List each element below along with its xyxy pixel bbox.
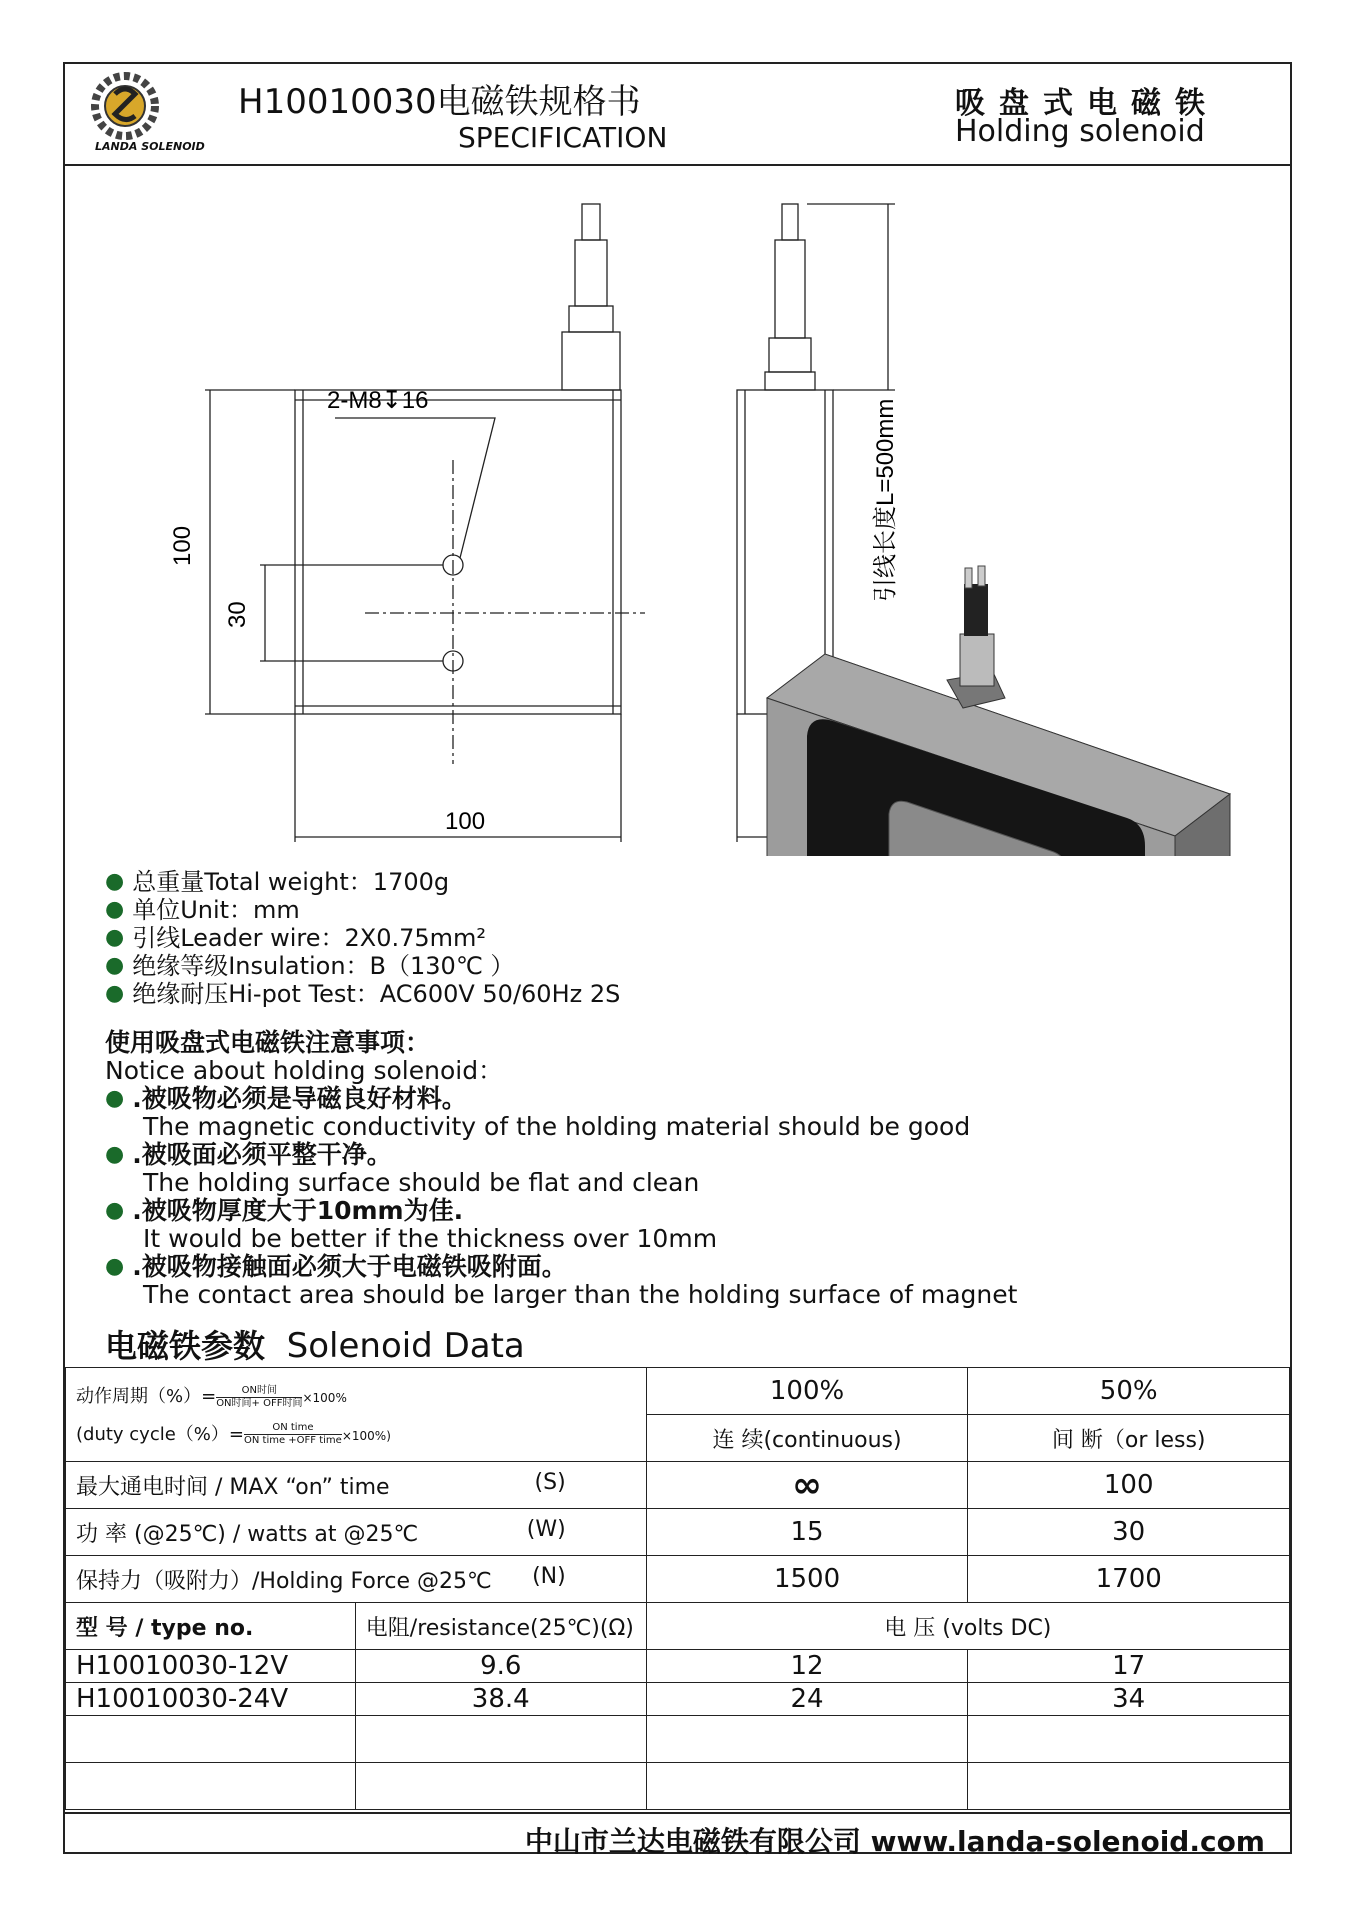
model-header-row: 型 号 / type no. 电阻/resistance(25℃)(Ω) 电 压 (volts DC) — [66, 1603, 1290, 1650]
bullet-icon: ● — [105, 1142, 125, 1167]
solenoid-data-heading: 电磁铁参数 Solenoid Data — [105, 1326, 525, 1366]
spec-item — [105, 868, 620, 896]
table-row: 功 率 (@25℃) / watts at @25℃ (W) 15 30 — [66, 1509, 1290, 1556]
duty-intermittent: 50% — [968, 1368, 1290, 1415]
lead-length-label: 引线长度L=500mm — [872, 398, 899, 602]
notice-item: ● .被吸物必须是导磁良好材料。 — [105, 1084, 467, 1113]
bullet-icon: ● — [105, 1198, 125, 1223]
notice-item-en: The holding surface should be flat and clean — [143, 1168, 700, 1197]
spec-text: 绝缘等级Insulation：B（130℃ ） — [132, 952, 515, 980]
bullet-icon: ● — [105, 869, 125, 894]
dim-width: 100 — [445, 808, 486, 835]
footer — [65, 1812, 1290, 1856]
duty-cycle-cell: 动作周期（%）= $\frac{\text{ON时间}}{\text{ON时间+ OFF时间}}$ ×100% (duty cycle（%）= $\frac{\text{ON time}}{\text{ON time +OFF time}}$ ×100%) — [66, 1368, 647, 1462]
thread-label: 2-M8↧16 — [327, 387, 429, 414]
spec-text: 引线Leader wire：2X0.75mm² — [132, 924, 487, 952]
solenoid-data-table — [65, 1367, 1290, 1810]
front-view-body — [295, 390, 621, 714]
table-row-empty — [66, 1763, 1290, 1810]
bullet-icon: ● — [105, 897, 125, 922]
table-row: H10010030-12V 9.6 12 17 — [66, 1650, 1290, 1683]
dim-hole-spacing: 30 — [224, 601, 251, 628]
notice-item: ● .被吸物厚度大于10mm为佳. — [105, 1196, 464, 1225]
notice-item-en: The magnetic conductivity of the holding material should be good — [143, 1112, 971, 1141]
duty-continuous: 100% — [646, 1368, 968, 1415]
spec-text: 绝缘耐压Hi-pot Test：AC600V 50/60Hz 2S — [132, 980, 621, 1008]
document-title: H10010030电磁铁规格书 — [238, 82, 641, 122]
product-render-3d — [767, 566, 1230, 856]
logo-text: LANDA SOLENOID — [95, 140, 205, 153]
spec-text: 总重量Total weight：1700g — [132, 868, 450, 896]
table-row-empty — [66, 1716, 1290, 1763]
notice-title-cn: 使用吸盘式电磁铁注意事项： — [105, 1028, 431, 1057]
bullet-icon: ● — [105, 1254, 125, 1279]
product-type-cn: 吸盘式电磁铁 — [955, 86, 1219, 121]
table-row: 保持力（吸附力）/Holding Force @25℃ (N) 1500 1700 — [66, 1556, 1290, 1603]
mode-continuous: 连 续(continuous) — [646, 1415, 968, 1462]
spec-item — [105, 924, 620, 952]
company-footer: 中山市兰达电磁铁有限公司 www.landa-solenoid.com — [524, 1825, 1265, 1858]
bullet-icon: ● — [105, 1086, 125, 1111]
technical-drawing — [65, 166, 1290, 856]
notice-item-en: The contact area should be larger than the holding surface of magnet — [143, 1280, 1018, 1309]
bullet-icon: ● — [105, 981, 125, 1006]
spec-item — [105, 952, 620, 980]
spec-text: 单位Unit：mm — [132, 896, 300, 924]
company-logo — [85, 70, 165, 140]
table-row: 最大通电时间 / MAX “on” time (S) ∞ 100 — [66, 1462, 1290, 1509]
product-type-en: Holding solenoid — [955, 114, 1205, 149]
document-subtitle: SPECIFICATION — [458, 121, 668, 154]
notice-title-en: Notice about holding solenoid： — [105, 1056, 504, 1085]
bullet-icon: ● — [105, 953, 125, 978]
document-frame — [63, 62, 1292, 1858]
spec-list — [105, 868, 620, 1008]
notice-item: ● .被吸面必须平整干净。 — [105, 1140, 392, 1169]
mode-intermittent: 间 断（or less) — [968, 1415, 1290, 1462]
notice-item-en: It would be better if the thickness over 10mm — [143, 1224, 718, 1253]
table-row: H10010030-24V 38.4 24 34 — [66, 1683, 1290, 1716]
spec-item — [105, 896, 620, 924]
dim-height: 100 — [169, 525, 196, 566]
notice-item: ● .被吸物接触面必须大于电磁铁吸附面。 — [105, 1252, 567, 1281]
notice-section — [105, 1029, 1017, 1309]
spec-item — [105, 980, 620, 1008]
bullet-icon: ● — [105, 925, 125, 950]
